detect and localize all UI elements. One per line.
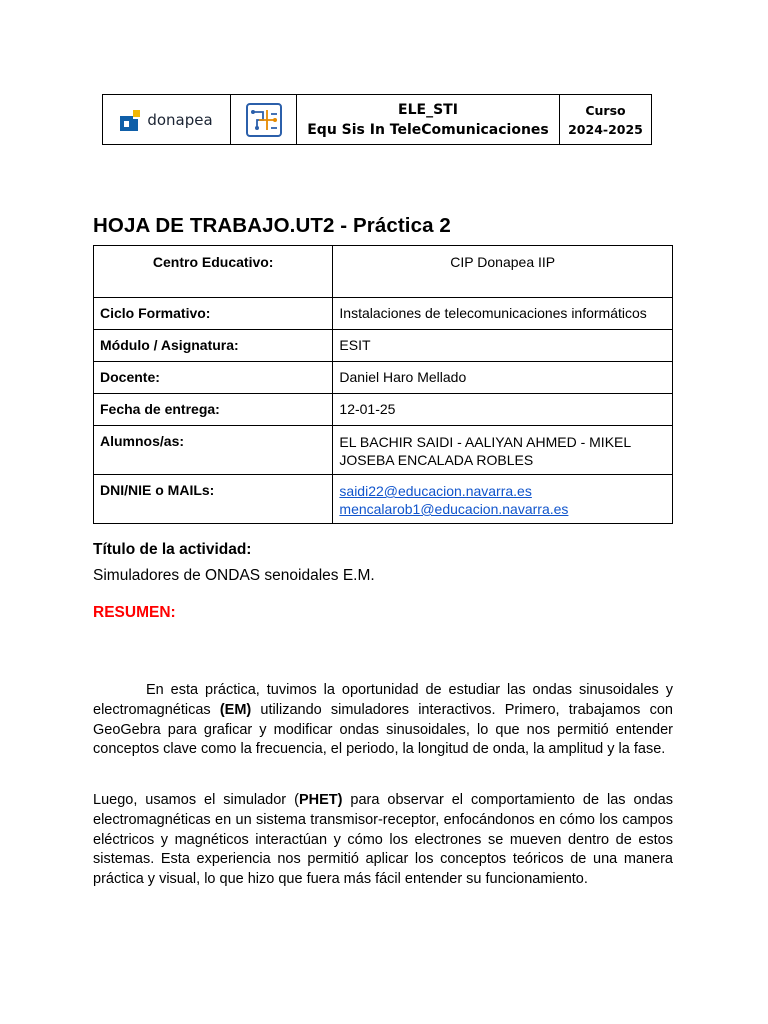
info-key: DNI/NIE o MAILs:: [94, 475, 333, 524]
circuit-board-icon: [245, 102, 283, 138]
paragraph-text: utilizando simuladores interactivos. Primero, trabajamos con GeoGebra para graficar y modificar ondas sinusoidales, lo que nos permitió entender conceptos clave como la frecuencia, el periodo, la longitud de onda, la amplitud y la fase.: [93, 701, 673, 758]
info-value: 12-01-25: [333, 394, 673, 426]
activity-label: Título de la actividad:: [93, 541, 252, 558]
header-logo-cell: [103, 95, 231, 144]
info-table: [93, 245, 673, 524]
paragraph-bold: PHET): [298, 792, 343, 808]
paragraph-text: En esta práctica, tuvimos la oportunidad de estudiar las ondas sinusoidales y electromagnéticas: [93, 682, 673, 718]
donapea-logo-icon: [120, 108, 142, 132]
curso-value: 2024-2025: [568, 121, 643, 137]
header-curso-cell: [560, 95, 651, 144]
logo-text: donapea: [147, 110, 213, 129]
header-title-line2: Equ Sis In TeleComunicaciones: [307, 121, 549, 138]
info-key: Centro Educativo:: [94, 246, 333, 298]
table-row: [94, 475, 673, 524]
info-key: Ciclo Formativo:: [94, 298, 333, 330]
info-value: EL BACHIR SAIDI - AALIYAN AHMED - MIKEL JOSEBA ENCALADA ROBLES: [333, 426, 673, 475]
header-circuit-cell: [231, 95, 297, 144]
table-row: [94, 362, 673, 394]
header-table: [102, 94, 652, 145]
email-link-2[interactable]: mencalarob1@educacion.navarra.es: [339, 501, 569, 517]
paragraph-text: Luego, usamos el simulador (: [93, 792, 299, 808]
info-key: Módulo / Asignatura:: [94, 330, 333, 362]
summary-paragraph-1: [93, 681, 673, 760]
paragraph-bold: (EM): [219, 701, 252, 718]
email-link-1[interactable]: saidi22@educacion.navarra.es: [339, 483, 532, 499]
table-row: [94, 426, 673, 475]
table-row: [94, 298, 673, 330]
table-row: [94, 330, 673, 362]
info-value: Daniel Haro Mellado: [333, 362, 673, 394]
header-title-cell: [297, 95, 560, 144]
paragraph-text: para observar el comportamiento de las ondas electromagnéticas en un sistema transmisor-receptor, enfocándonos en cómo los campos eléctricos y magnéticos interactúan y cómo los electrones se mueven dentro de estos sistemas. Esta experiencia nos permitió aplicar los conceptos teóricos de una manera práctica y visual, lo que hizo que fuera más fácil entender su funcionamiento.: [93, 792, 673, 888]
info-value: CIP Donapea IIP: [333, 246, 673, 298]
info-key: Fecha de entrega:: [94, 394, 333, 426]
page-title: HOJA DE TRABAJO.UT2 - Práctica 2: [93, 214, 451, 237]
table-row: [94, 394, 673, 426]
info-key: Docente:: [94, 362, 333, 394]
donapea-logo: [120, 108, 212, 132]
activity-value: Simuladores de ONDAS senoidales E.M.: [93, 567, 375, 584]
info-value: [333, 475, 673, 524]
info-value: Instalaciones de telecomunicaciones informáticos: [333, 298, 673, 330]
table-row: [94, 246, 673, 298]
info-key: Alumnos/as:: [94, 426, 333, 475]
header-title-line1: ELE_STI: [398, 101, 458, 118]
resumen-heading: RESUMEN:: [93, 604, 176, 621]
summary-paragraph-2: [93, 791, 673, 890]
info-value: ESIT: [333, 330, 673, 362]
curso-label: Curso: [585, 102, 626, 118]
